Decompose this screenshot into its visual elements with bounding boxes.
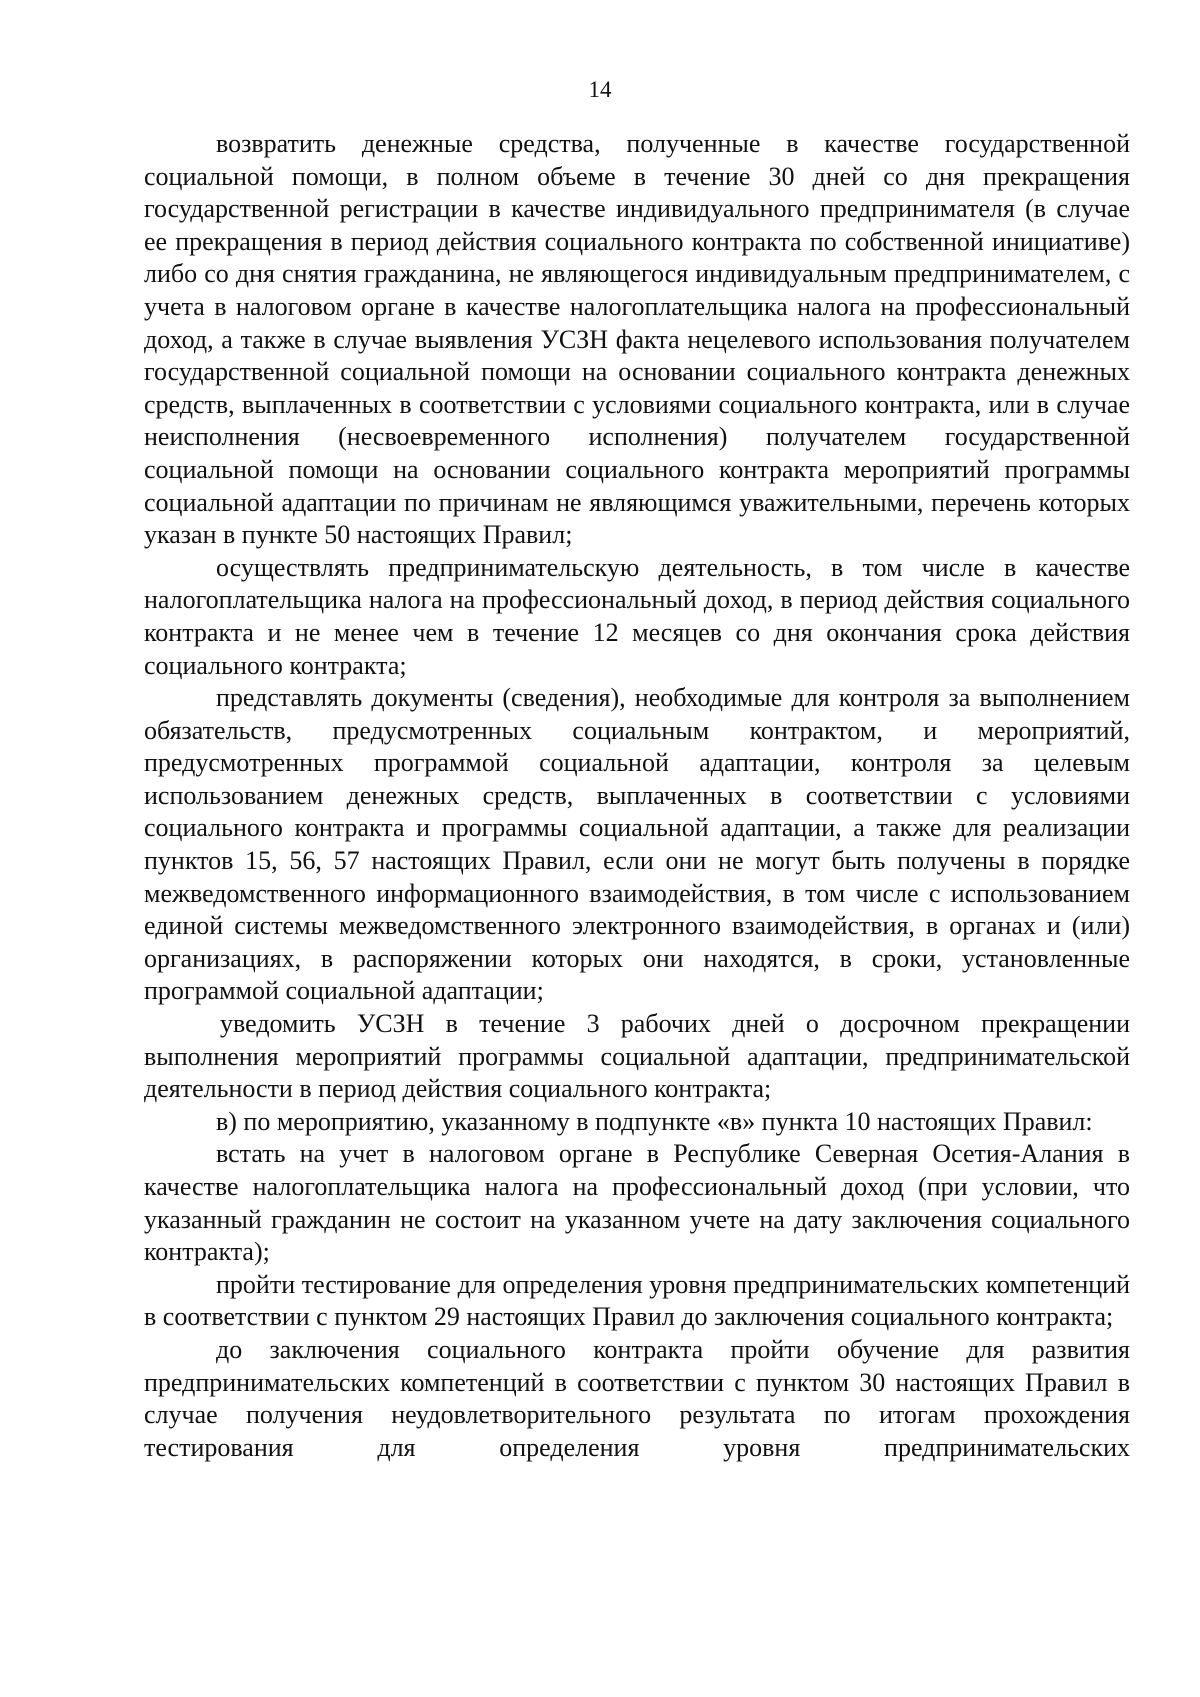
paragraph-register-tax: встать на учет в налоговом органе в Республике Северная Осетия-Алания в качестве налогоплательщика налога на профессиональный доход (при условии, что указанный гражданин не состоит на указанном учете на дату заключения социального контракта); (144, 1139, 1130, 1267)
paragraph-training: до заключения социального контракта пройти обучение для развития предпринимательских компетенций в соответствии с пунктом 30 настоящих Правил в случае получения неудовлетворительного результата по итогам прохождения тестирования для определения уровня предпринимательских (144, 1334, 1130, 1462)
document-body (144, 128, 1130, 1464)
page-number: 14 (588, 77, 612, 102)
paragraph-subitem-v: в) по мероприятию, указанному в подпункте «в» пункта 10 настоящих Правил: (216, 1106, 1093, 1136)
paragraph-submit-documents: представлять документы (сведения), необходимые для контроля за выполнением обязательств, предусмотренных социальным контрактом, и мероприятий, предусмотренных программой социальной адаптации, контроля за целевым использованием денежных средств, выплаченных в соответствии с условиями социального контракта и программы социальной адаптации, а также для реализации пунктов 15, 56, 57 настоящих Правил, если они не могут быть получены в порядке межведомственного информационного взаимодействия, в том числе с использованием единой системы межведомственного электронного взаимодействия, в органах и (или) организациях, в распоряжении которых они находятся, в сроки, установленные программой социальной адаптации; (144, 683, 1130, 1006)
paragraph-return-funds: возвратить денежные средства, полученные в качестве государственной социальной помощи, в полном объеме в течение 30 дней со дня прекращения государственной регистрации в качестве индивидуального предпринимателя (в случае ее прекращения в период действия социального контракта по собственной инициативе) либо со дня снятия гражданина, не являющегося индивидуальным предпринимателем, с учета в налоговом органе в качестве налогоплательщика налога на профессиональный доход, а также в случае выявления УСЗН факта нецелевого использования получателем государственной социальной помощи на основании социального контракта денежных средств, выплаченных в соответствии с условиями социального контракта, или в случае неисполнения (несвоевременного исполнения) получателем государственной социальной помощи на основании социального контракта мероприятий программы социальной адаптации по причинам не являющимся уважительными, перечень которых указан в пункте 50 настоящих Правил; (144, 129, 1130, 550)
paragraph-notify-uszn: уведомить УСЗН в течение 3 рабочих дней о досрочном прекращении выполнения мероприятий программы социальной адаптации, предпринимательской деятельности в период действия социального контракта; (144, 1009, 1130, 1104)
paragraph-carry-out-business: осуществлять предпринимательскую деятельность, в том числе в качестве налогоплательщика налога на профессиональный доход, в период действия социального контракта и не менее чем в течение 12 месяцев со дня окончания срока действия социального контракта; (144, 552, 1130, 680)
paragraph-pass-testing: пройти тестирование для определения уровня предпринимательских компетенций в соответствии с пунктом 29 настоящих Правил до заключения социального контракта; (144, 1269, 1130, 1332)
